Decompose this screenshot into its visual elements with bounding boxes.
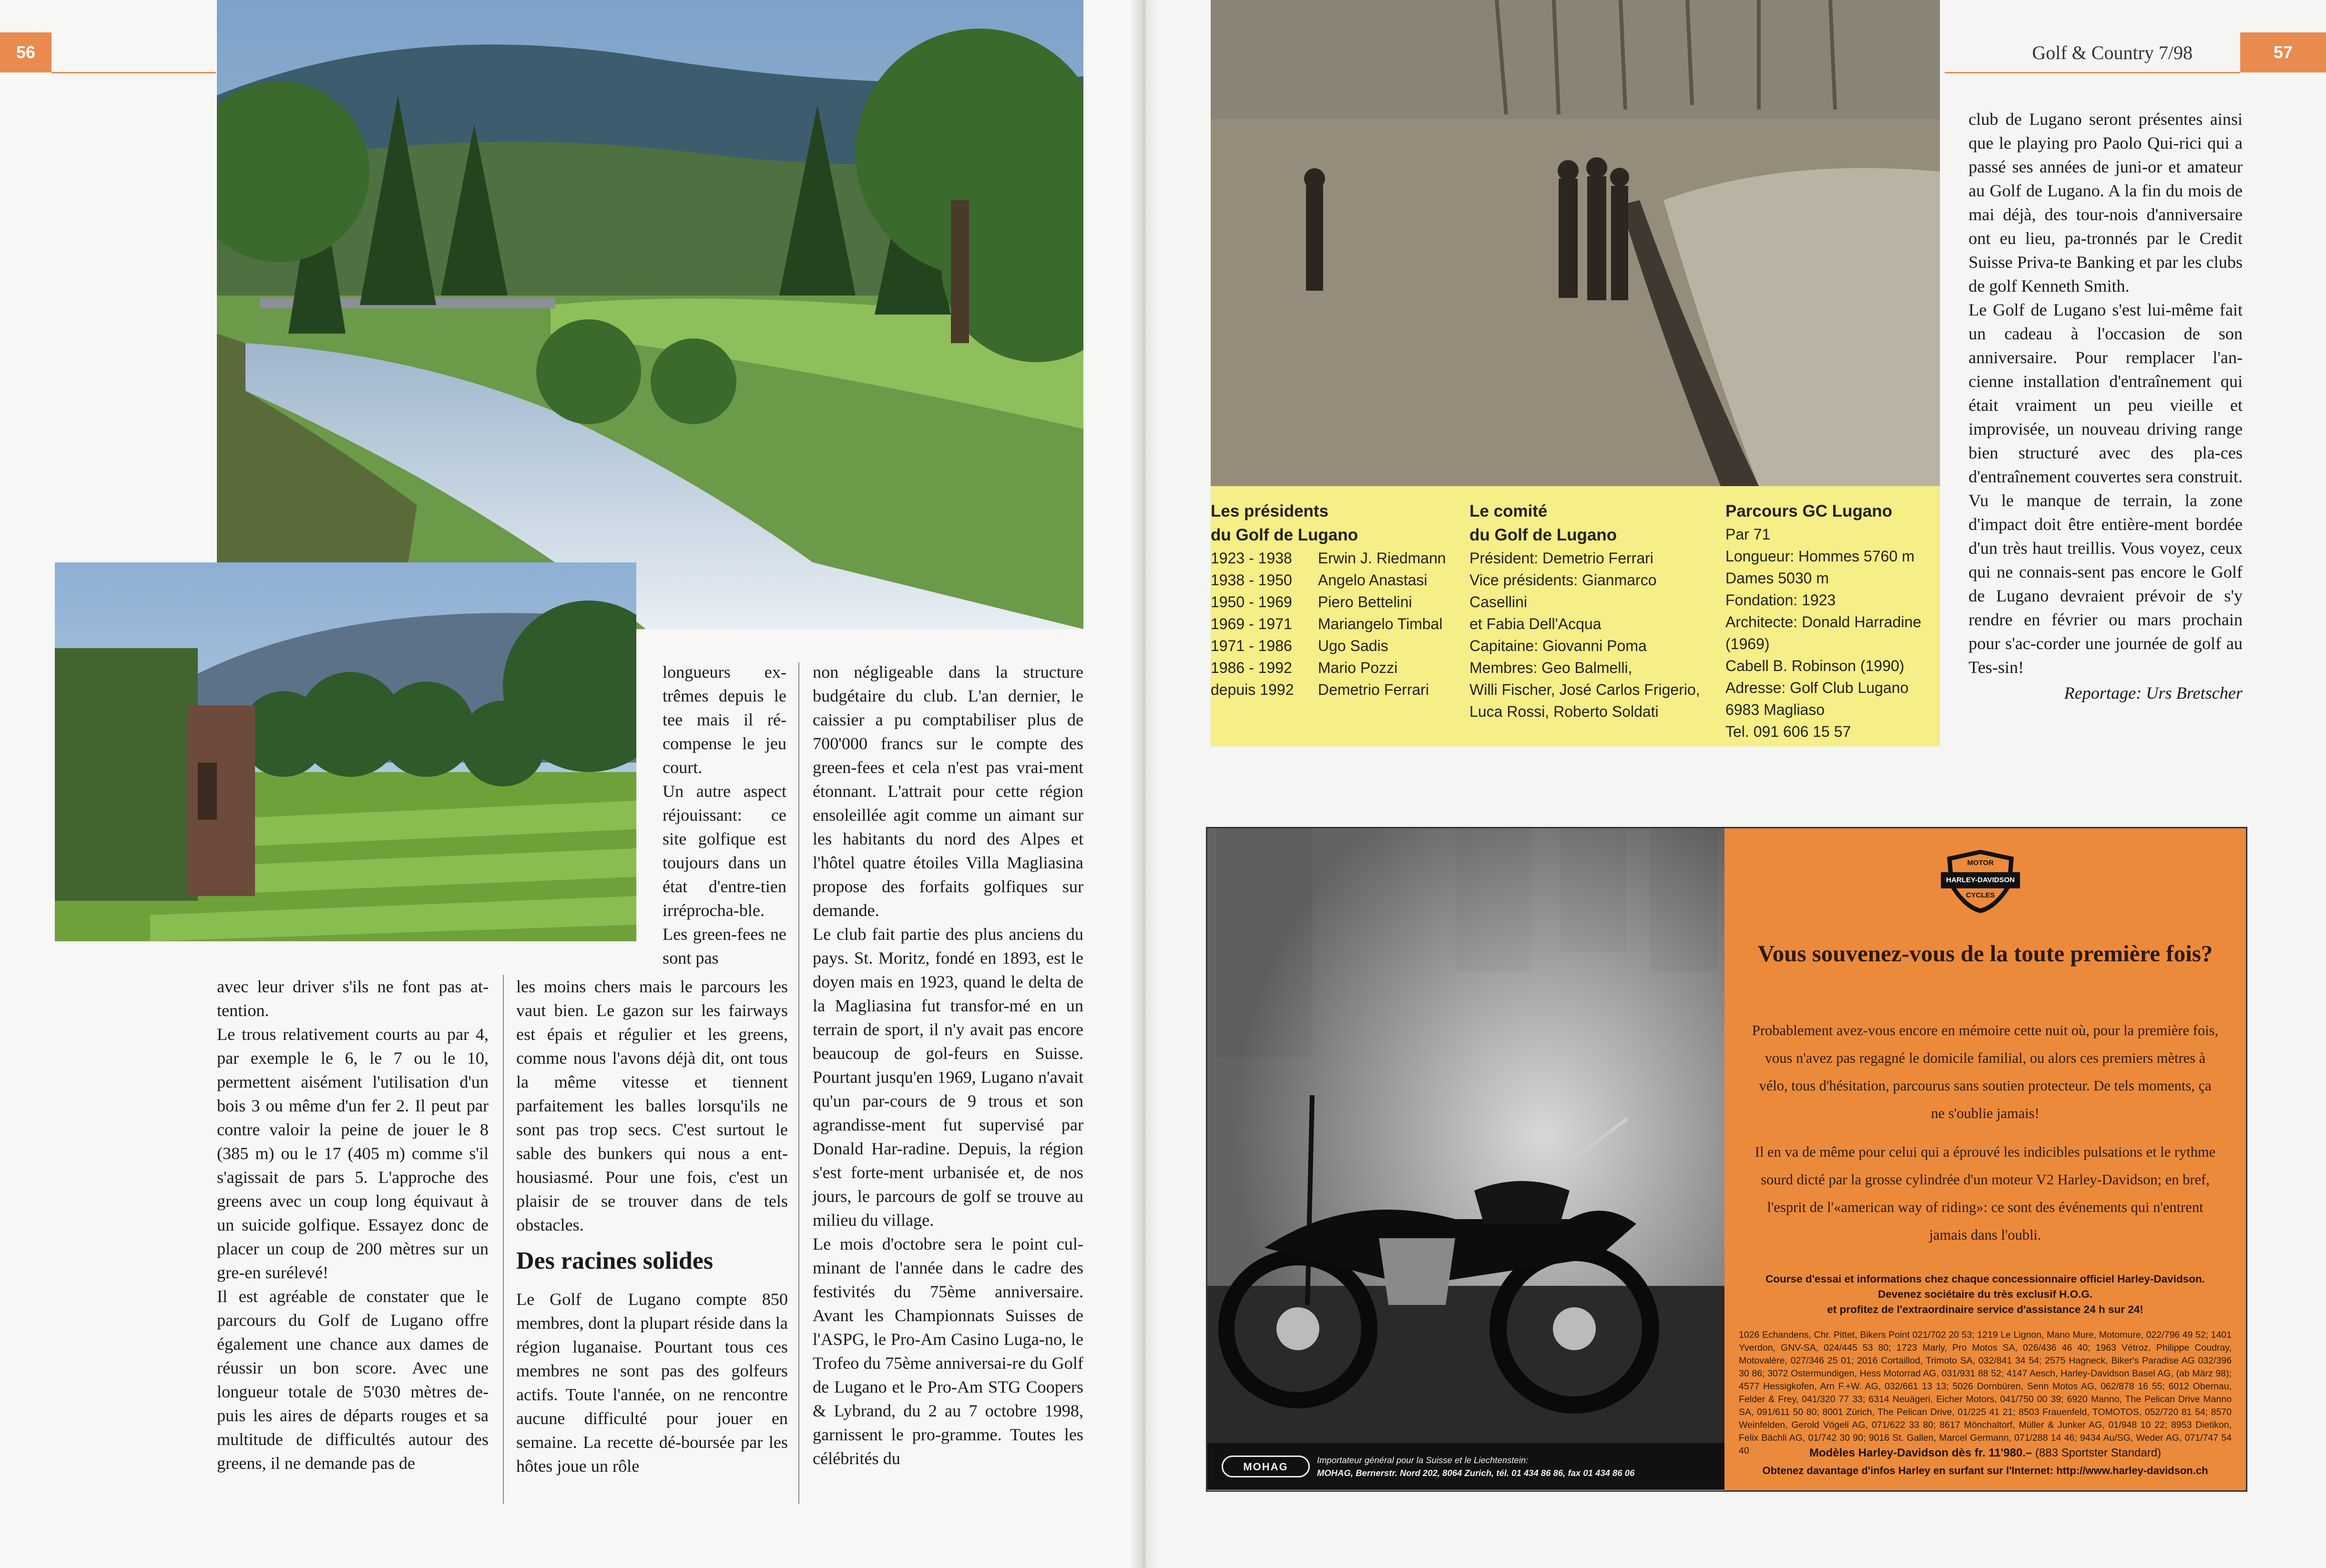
- ad-call-to-action: [1739, 1272, 2232, 1317]
- ad-headline: Vous souvenez-vous de la toute première fois?: [1757, 940, 2213, 967]
- comite-line: Capitaine: Giovanni Poma: [1469, 637, 1647, 654]
- paragraph: Le mois d'octobre sera le point cul-minant de l'année dans le cadre des festivités du 75ème anniversaire. Avant les Championnats Suisses de l'ASPG, le Pro-Am Casino Luga-no, le Trofeo du 75ème anniversai-re du Golf de Lugano et le Pro-Am STG Coopers & Lybrand, du 2 au 7 octobre 1998, garnissent le pro-gramme. Toutes les célébrités du: [813, 1234, 1083, 1468]
- paragraph: les moins chers mais le parcours les vaut bien. Le gazon sur les fairways est épais et régulier et les greens, comme nous l'avons déjà dit, ont tous la même vitesse et tiennent parfaitement les balles lorsqu'ils ne sont pas trop secs. C'est surtout le sable des bunkers qui nous a ent-housiasmé. Pour une fois, c'est un plaisir de se trouver dans de tels obstacles.: [516, 977, 788, 1234]
- president-years: 1969 - 1971: [1211, 615, 1292, 632]
- club-info-box: [1211, 486, 1940, 746]
- president-row: [1211, 635, 1459, 657]
- president-row: [1211, 591, 1459, 613]
- importer-line: MOHAG, Bernerstr. Nord 202, 8064 Zurich, tél. 01 434 86 86, fax 01 434 86 06: [1317, 1468, 1635, 1478]
- importer-address: [1317, 1454, 1717, 1479]
- president-row: [1211, 657, 1459, 679]
- running-head: [1945, 32, 2202, 72]
- paragraph: non négligeable dans la structure budgétaire du club. L'an dernier, le caissier a pu comptabiliser plus de 700'000 francs sur le compte des green-fees et cela n'est pas vrai-ment étonnant. L'attrait pour cette région ensoleillée agit comme un aimant sur les habitants du nord des Alpes et l'hôtel quatre étoiles Villa Magliasina propose des forfaits golfiques sur demande.: [813, 662, 1083, 920]
- presidents-section: [1211, 499, 1459, 701]
- dealer-list: 1026 Echandens, Chr. Pittet, Bikers Point 021/702 20 53; 1219 Le Lignon, Mano Mure, Motomure, 022/796 49 52; 1401 Yverdon, GNV-SA, 024/445 53 80; 1723 Marly, Pro Motos SA, 026/436 46 40; 1963 Vétroz, Philippe Coudray, Motovalère, 027/346 25 01; 2016 Cortaillod, Trimoto SA, 032/841 34 54; 2575 Hagneck, Biker's Paradise AG 032/396 30 86; 3072 Ostermundigen, Hess Motorrad AG, 031/931 88 52; 4147 Aesch, Harley-Davidson Basel AG, (ab März 98); 4577 Hessigkofen, Arn F.+W. AG, 032/661 13 13; 5026 Dornbüren, Senn Motos AG, 062/878 16 55; 6012 Obernau, Felder & Frey, 041/320 77 33; 6314 Neuägeri, Eicher Motors, 041/750 00 39; 6920 Manno, The Pelican Drive Manno SA, 091/611 50 80; 8001 Zürich, The Pelican Drive, 01/225 41 21; 8503 Frauenfeld, TOMOTOS, 052/720 81 54; 8570 Weinfelden, Gerold Vögeli AG, 071/622 33 80; 8617 Mönchaltorf, Müller & Junker AG, 01/948 10 22; 8953 Dietikon, Felix Bächli AG, 01/742 30 90; 9016 St. Gallen, Marcel Germann, 071/288 14 46; 9434 Au/SG, Weder AG, 071/747 54 40: [1739, 1330, 2232, 1456]
- paragraph: Le club fait partie des plus anciens du pays. St. Moritz, fondé en 1893, est le doyen mais en 1923, quand le delta de la Magliasina fut transfor-mé en un terrain de sport, il n'y avait pas encore beaucoup de gol-feurs en Suisse. Pourtant jusqu'en 1969, Lugano n'avait qu'un par-cours de 9 trous et son agrandisse-ment fut supervisé par Donald Har-radine. Depuis, la région s'est forte-ment urbanisée et, de nos jours, le parcours de golf se trouve au milieu du village.: [813, 925, 1083, 1230]
- models-price: Modèles Harley-Davidson dès fr. 11'980.–: [1809, 1446, 2032, 1459]
- presidents-title: [1211, 499, 1459, 547]
- president-years: depuis 1992: [1211, 681, 1294, 698]
- cta-line: Devenez sociétaire du très exclusif H.O.G.: [1877, 1288, 2093, 1300]
- paragraph: avec leur driver s'ils ne font pas at-tention.: [217, 977, 489, 1020]
- parcours-line: Longueur: Hommes 5760 m: [1725, 548, 1915, 565]
- president-years: 1938 - 1950: [1211, 571, 1292, 589]
- cta-line: Course d'essai et informations chez chaque concessionnaire officiel Harley-Davidson.: [1765, 1273, 2205, 1285]
- column-divider: [798, 662, 799, 1504]
- president-row: [1211, 613, 1459, 635]
- page-number-left: [0, 32, 51, 72]
- ad-text-panel: [1724, 828, 2246, 1490]
- parcours-line: 6983 Magliaso: [1725, 701, 1825, 718]
- parcours-line: Architecte: Donald Harradine: [1725, 613, 1921, 631]
- parcours-title: Parcours GC Lugano: [1725, 502, 1893, 520]
- comite-title-line2: du Golf de Lugano: [1469, 526, 1617, 544]
- president-name: Ugo Sadis: [1318, 637, 1388, 654]
- president-name: Angelo Anastasi: [1318, 571, 1428, 589]
- president-row: [1211, 679, 1459, 701]
- models-note: (883 Sportster Standard): [2035, 1446, 2162, 1459]
- comite-line: Membres: Geo Balmelli,: [1469, 659, 1632, 676]
- ad-motorcycle-photo: [1207, 828, 1724, 1490]
- president-name: Demetrio Ferrari: [1318, 681, 1429, 698]
- president-name: Piero Bettelini: [1318, 593, 1412, 611]
- article-column-2-top: [663, 660, 786, 970]
- parcours-line: Adresse: Golf Club Lugano: [1725, 679, 1909, 696]
- comite-title-line1: Le comité: [1469, 502, 1548, 520]
- parcours-section: [1725, 499, 1940, 743]
- comite-line: Willi Fischer, José Carlos Frigerio,: [1469, 681, 1700, 698]
- president-years: 1950 - 1969: [1211, 593, 1292, 611]
- logo-cycles-text: CYCLES: [1966, 891, 1995, 899]
- harley-davidson-logo: [1940, 847, 2021, 914]
- president-years: 1986 - 1992: [1211, 659, 1292, 676]
- article-column-right: [1969, 107, 2243, 705]
- photo-historic-image: [1211, 0, 1940, 486]
- cta-line: et profitez de l'extraordinaire service d'assistance 24 h sur 24!: [1827, 1303, 2143, 1315]
- folio-rule-left: [51, 72, 216, 73]
- page-number-right: [2240, 32, 2326, 72]
- article-column-1: [217, 975, 489, 1475]
- comite-title: [1469, 499, 1717, 547]
- photo-ruin-fairway: [55, 562, 636, 941]
- ad-importer-footer: [1207, 1443, 1724, 1490]
- president-years: 1971 - 1986: [1211, 637, 1292, 654]
- motorcycle-image: [1207, 828, 1724, 1443]
- page-number-text: 57: [2273, 42, 2293, 62]
- parcours-line: Tel. 091 606 15 57: [1725, 723, 1851, 740]
- parcours-line: Dames 5030 m: [1725, 570, 1829, 587]
- running-head-text: Golf & Country 7/98: [2032, 41, 2193, 63]
- paragraph: Un autre aspect réjouissant: ce site golfique est toujours dans un état d'entre-tien irréprocha-ble. Les green-fees ne sont pas: [663, 782, 786, 967]
- president-name: Mario Pozzi: [1318, 659, 1398, 676]
- section-heading: Des racines solides: [516, 1247, 714, 1274]
- paragraph: Le trous relativement courts au par 4, par exemple le 6, le 7 ou le 10, permettent aisément l'utilisation d'un bois 3 ou même d'un fer 2. Il peut par contre valoir la peine de jouer le 8 (385 m) ou le 17 (405 m) comme s'il s'agissait de pars 5. L'approche des greens avec un coup long équivaut à un suicide golfique. Essayez donc de placer un coup de 200 mètres sur un gre-en surélevé!: [217, 1025, 489, 1282]
- paragraph: Il est agréable de constater que le parcours du Golf de Lugano offre également une chance aux dames de réussir un bon score. Avec une longueur totale de 5'030 mètres de-puis les aires de départs rouges et sa multitude de difficultés autour des greens, il ne demande pas de: [217, 1287, 489, 1473]
- president-row: [1211, 547, 1459, 569]
- photo-historic-golfers: [1211, 0, 1940, 486]
- article-column-2: [516, 975, 788, 1478]
- comite-line: Luca Rossi, Roberto Soldati: [1469, 703, 1659, 720]
- president-name: Mariangelo Timbal: [1318, 615, 1443, 632]
- folio-rule-right: [1945, 72, 2240, 73]
- paragraph: longueurs ex-trêmes depuis le tee mais il ré-compense le jeu court.: [663, 662, 786, 777]
- president-row: [1211, 569, 1459, 591]
- column-divider: [503, 975, 504, 1504]
- importer-line: Importateur général pour la Suisse et le Liechtenstein:: [1317, 1455, 1529, 1465]
- ad-models-line: [1739, 1446, 2232, 1461]
- ad-body-paragraph: Il en va de même pour celui qui a éprouvé les indicibles pulsations et le rythme sourd dicté par la grosse cylindrée d'un moteur V2 Harley-Davidson; en bref, l'esprit de l'«american way of riding»: ce sont des événements qui n'entrent jamais dans l'oubli.: [1755, 1144, 2216, 1243]
- harley-davidson-ad: [1206, 827, 2247, 1492]
- page-number-text: 56: [16, 42, 36, 62]
- photo-stream-golf-course: [217, 0, 1083, 629]
- president-years: 1923 - 1938: [1211, 550, 1292, 567]
- presidents-title-line1: Les présidents: [1211, 502, 1329, 520]
- photo-stream-image: [217, 0, 1083, 629]
- comite-line: et Fabia Dell'Acqua: [1469, 615, 1602, 632]
- parcours-line: Fondation: 1923: [1725, 591, 1836, 609]
- presidents-title-line2: du Golf de Lugano: [1211, 526, 1358, 544]
- ad-body-paragraph: Probablement avez-vous encore en mémoire cette nuit où, pour la première fois, vous n'avez pas regagné le domicile familial, ou alors ces premiers mètres à vélo, tous d'hésitation, parcourus sans soutien protecteur. De tels moments, ça ne s'oublie jamais!: [1752, 1022, 2219, 1121]
- byline: Reportage: Urs Bretscher: [2064, 683, 2243, 703]
- paragraph: Le Golf de Lugano s'est lui-même fait un cadeau à l'occasion de son anniversaire. Pour remplacer l'an-cienne installation d'entraînement qui était vraiment un peu vieille et improvisée, un nouveau driving range bien structuré avec des pla-ces d'entraînement couvertes sera construit. Vu le manque de terrain, la zone d'impact doit être entière-ment bordée d'un très haut treillis. Vous voyez, ceux qui ne connais-sent pas encore le Golf de Lugano devraient prévoir de s'y rendre en février ou mars prochain pour s'ac-corder une journée de golf au Tes-sin!: [1969, 300, 2243, 677]
- page-gutter: [1130, 0, 1158, 1568]
- mohag-logo: [1222, 1456, 1310, 1477]
- parcours-line: (1969): [1725, 635, 1770, 652]
- article-column-3: [813, 660, 1083, 1470]
- mohag-logo-text: MOHAG: [1243, 1460, 1288, 1473]
- president-name: Erwin J. Riedmann: [1318, 550, 1446, 567]
- comite-section: [1469, 499, 1717, 723]
- paragraph: club de Lugano seront présentes ainsi que le playing pro Paolo Qui-rici qui a passé ses années de juni-or et amateur au Golf de Lugano. A la fin du mois de mai déjà, des tour-nois d'anniversaire ont eu lieu, pa-tronnés par le Credit Suisse Priva-te Banking et par les clubs de golf Kenneth Smith.: [1969, 110, 2243, 295]
- parcours-line: Cabell B. Robinson (1990): [1725, 657, 1905, 674]
- parcours-line: Par 71: [1725, 526, 1771, 543]
- comite-line: Vice présidents: Gianmarco Casellini: [1469, 571, 1657, 611]
- ad-web-link[interactable]: Obtenez davantage d'infos Harley en surfant sur l'Internet: http://www.harley-davidson.ch: [1762, 1465, 2208, 1476]
- comite-line: Président: Demetrio Ferrari: [1469, 550, 1653, 567]
- logo-motor-text: MOTOR: [1967, 859, 1994, 867]
- logo-brand-text: HARLEY-DAVIDSON: [1946, 876, 2015, 884]
- photo-ruin-image: [55, 562, 636, 941]
- paragraph: Le Golf de Lugano compte 850 membres, dont la plupart réside dans la région luganaise. Pourtant tous ces membres ne sont pas des golfeurs actifs. Toute l'année, on ne rencontre aucune difficulté pour jouer en semaine. La recette dé-boursée par les hôtes joue un rôle: [516, 1290, 788, 1476]
